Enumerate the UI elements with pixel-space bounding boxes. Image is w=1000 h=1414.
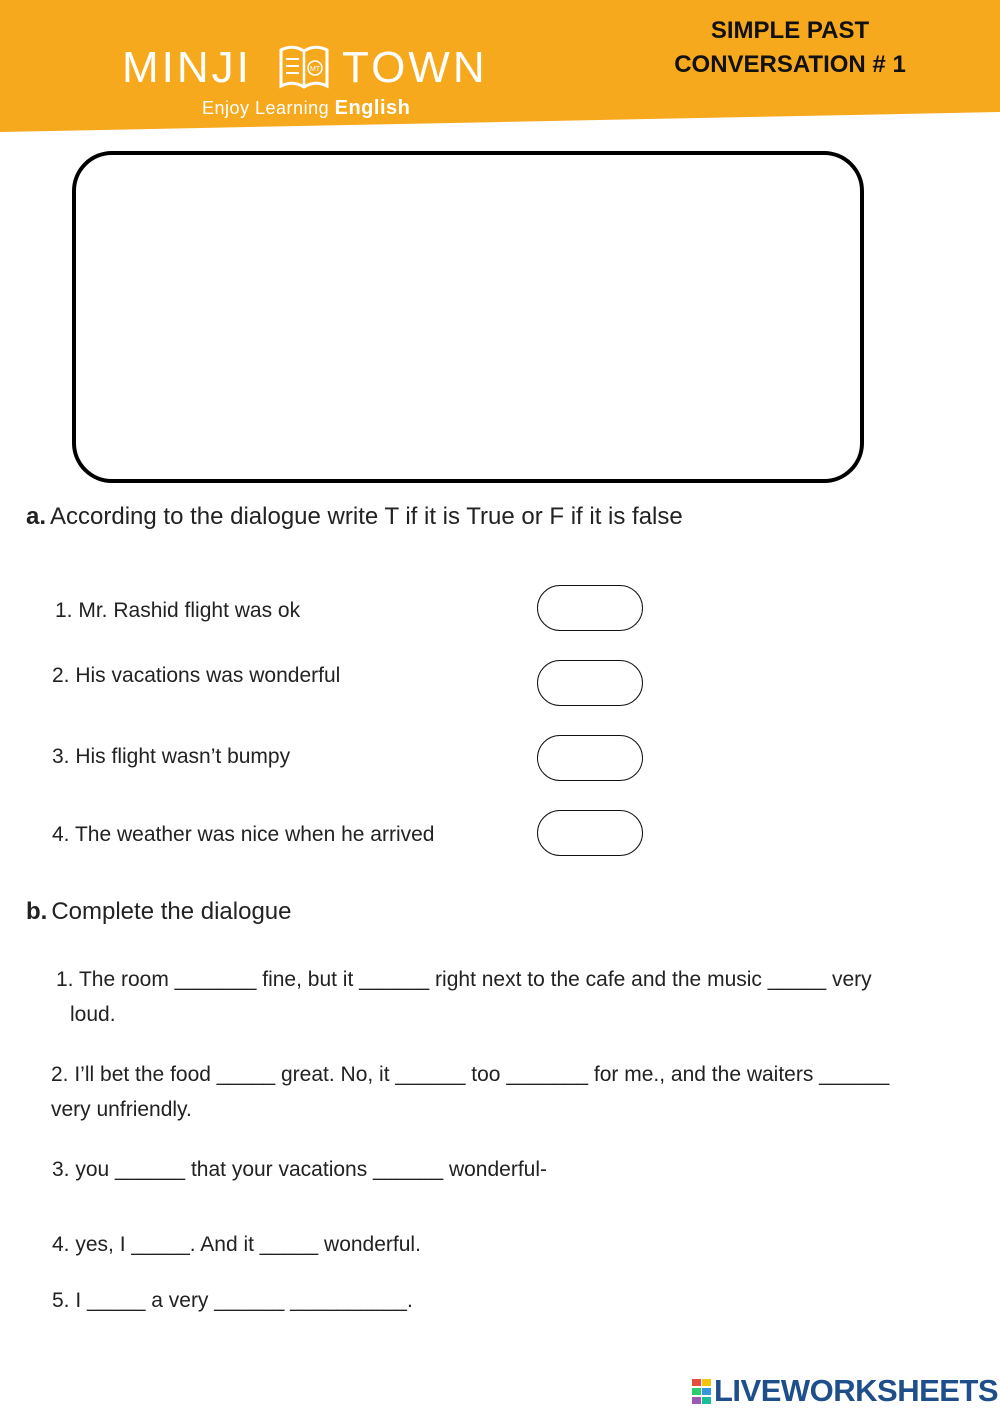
- section-b-letter: b.: [26, 898, 48, 925]
- tf-answer-box-3[interactable]: [537, 735, 643, 781]
- tagline-prefix: Enjoy Learning: [202, 98, 330, 118]
- tf-answer-box-1[interactable]: [537, 585, 643, 631]
- section-a-letter: a.: [26, 503, 47, 530]
- tf-item-1: 1. Mr. Rashid flight was ok: [55, 599, 301, 622]
- tf-answer-box-2[interactable]: [537, 660, 643, 706]
- dialogue-item-2-line-1: 2. I’ll bet the food _____ great. No, it ______ too _______ for me., and the waiters ______: [51, 1063, 890, 1086]
- section-b-text: Complete the dialogue: [51, 898, 292, 925]
- logo-word-town: TOWN: [342, 43, 488, 92]
- worksheet-title: [640, 14, 940, 82]
- dialogue-item-1-line-2: loud.: [70, 1003, 116, 1026]
- svg-text:MT: MT: [309, 66, 321, 73]
- section-b-heading: [26, 898, 292, 926]
- dialogue-box[interactable]: [72, 151, 864, 483]
- minji-town-logo: [122, 40, 502, 125]
- dialogue-item-2: [51, 1057, 889, 1127]
- liveworksheets-logo-icon: [692, 1379, 712, 1405]
- tf-item-2: 2. His vacations was wonderful: [52, 664, 341, 687]
- title-line-1: SIMPLE PAST: [710, 17, 870, 44]
- dialogue-item-4: [52, 1227, 421, 1262]
- dialogue-item-5: [52, 1283, 413, 1318]
- dialogue-item-5-line-1: 5. I _____ a very ______ __________.: [52, 1289, 413, 1312]
- tagline-emphasis: English: [334, 97, 411, 119]
- open-book-icon: [277, 42, 331, 92]
- tf-item-3: 3. His flight wasn’t bumpy: [52, 745, 291, 768]
- dialogue-item-3-line-1: 3. you ______ that your vacations ______ wonderful-: [52, 1158, 548, 1181]
- dialogue-item-3: [52, 1152, 547, 1187]
- dialogue-item-1: [56, 962, 872, 1032]
- section-a-text: According to the dialogue write T if it is True or F if it is false: [50, 503, 683, 530]
- dialogue-item-4-line-1: 4. yes, I _____. And it _____ wonderful.: [52, 1233, 421, 1256]
- dialogue-item-1-line-1: 1. The room _______ fine, but it ______ right next to the cafe and the music _____ very: [56, 968, 872, 991]
- tf-item-4: 4. The weather was nice when he arrived: [52, 823, 435, 846]
- dialogue-item-2-line-2: very unfriendly.: [51, 1098, 192, 1121]
- liveworksheets-brand: [692, 1373, 999, 1409]
- title-line-2: CONVERSATION # 1: [674, 51, 906, 78]
- liveworksheets-wordmark: LIVEWORKSHEETS: [714, 1373, 999, 1408]
- logo-word-minji: MINJI: [122, 43, 252, 92]
- tf-answer-box-4[interactable]: [537, 810, 643, 856]
- section-a-heading: [26, 503, 683, 531]
- logo-tagline: [202, 97, 410, 120]
